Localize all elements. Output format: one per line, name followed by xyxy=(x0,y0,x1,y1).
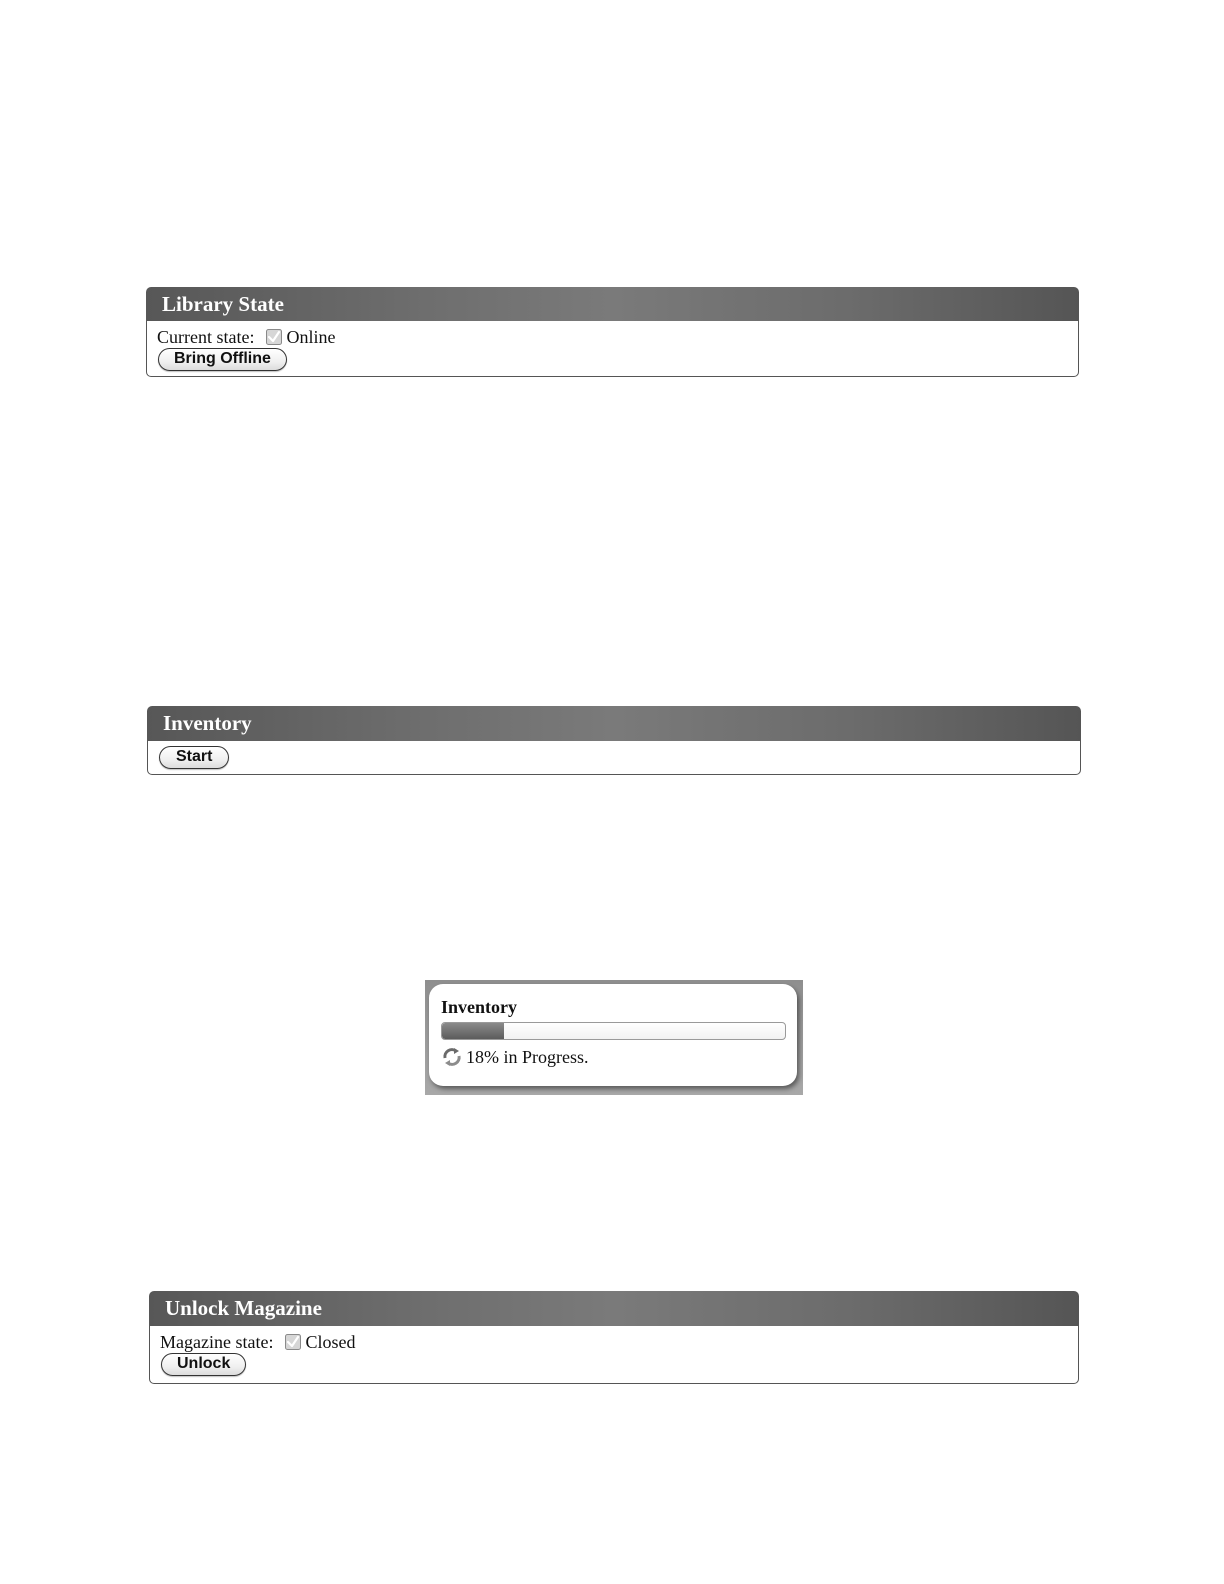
unlock-magazine-panel xyxy=(149,1291,1079,1384)
inventory-progress-title: Inventory xyxy=(441,997,517,1017)
unlock-magazine-header: Unlock Magazine xyxy=(149,1291,1079,1326)
inventory-progress-dialog xyxy=(429,984,797,1086)
inventory-progress-status xyxy=(441,1046,787,1068)
library-state-header: Library State xyxy=(146,287,1079,321)
library-state-panel xyxy=(146,287,1079,377)
checkbox-checked-icon xyxy=(266,329,282,345)
current-state-value: Online xyxy=(286,326,336,347)
magazine-state-value: Closed xyxy=(305,1331,356,1352)
magazine-state-row xyxy=(160,1331,1068,1353)
magazine-state-label: Magazine state: xyxy=(160,1331,274,1352)
inventory-progress-frame xyxy=(425,980,803,1095)
inventory-progress-text: 18% in Progress. xyxy=(466,1046,589,1067)
library-state-row xyxy=(157,326,1068,348)
checkbox-checked-icon xyxy=(285,1334,301,1350)
inventory-panel xyxy=(147,706,1081,775)
refresh-spinner-icon xyxy=(441,1046,463,1068)
inventory-body xyxy=(147,741,1081,775)
unlock-button[interactable]: Unlock xyxy=(161,1353,246,1376)
inventory-header: Inventory xyxy=(147,706,1081,741)
unlock-magazine-body xyxy=(149,1326,1079,1384)
inventory-progress-fill xyxy=(442,1023,504,1039)
current-state-label: Current state: xyxy=(157,326,255,347)
bring-offline-button[interactable]: Bring Offline xyxy=(158,348,287,371)
start-inventory-button[interactable]: Start xyxy=(159,746,229,769)
library-state-body xyxy=(146,321,1079,377)
inventory-progress-bar xyxy=(441,1022,786,1040)
